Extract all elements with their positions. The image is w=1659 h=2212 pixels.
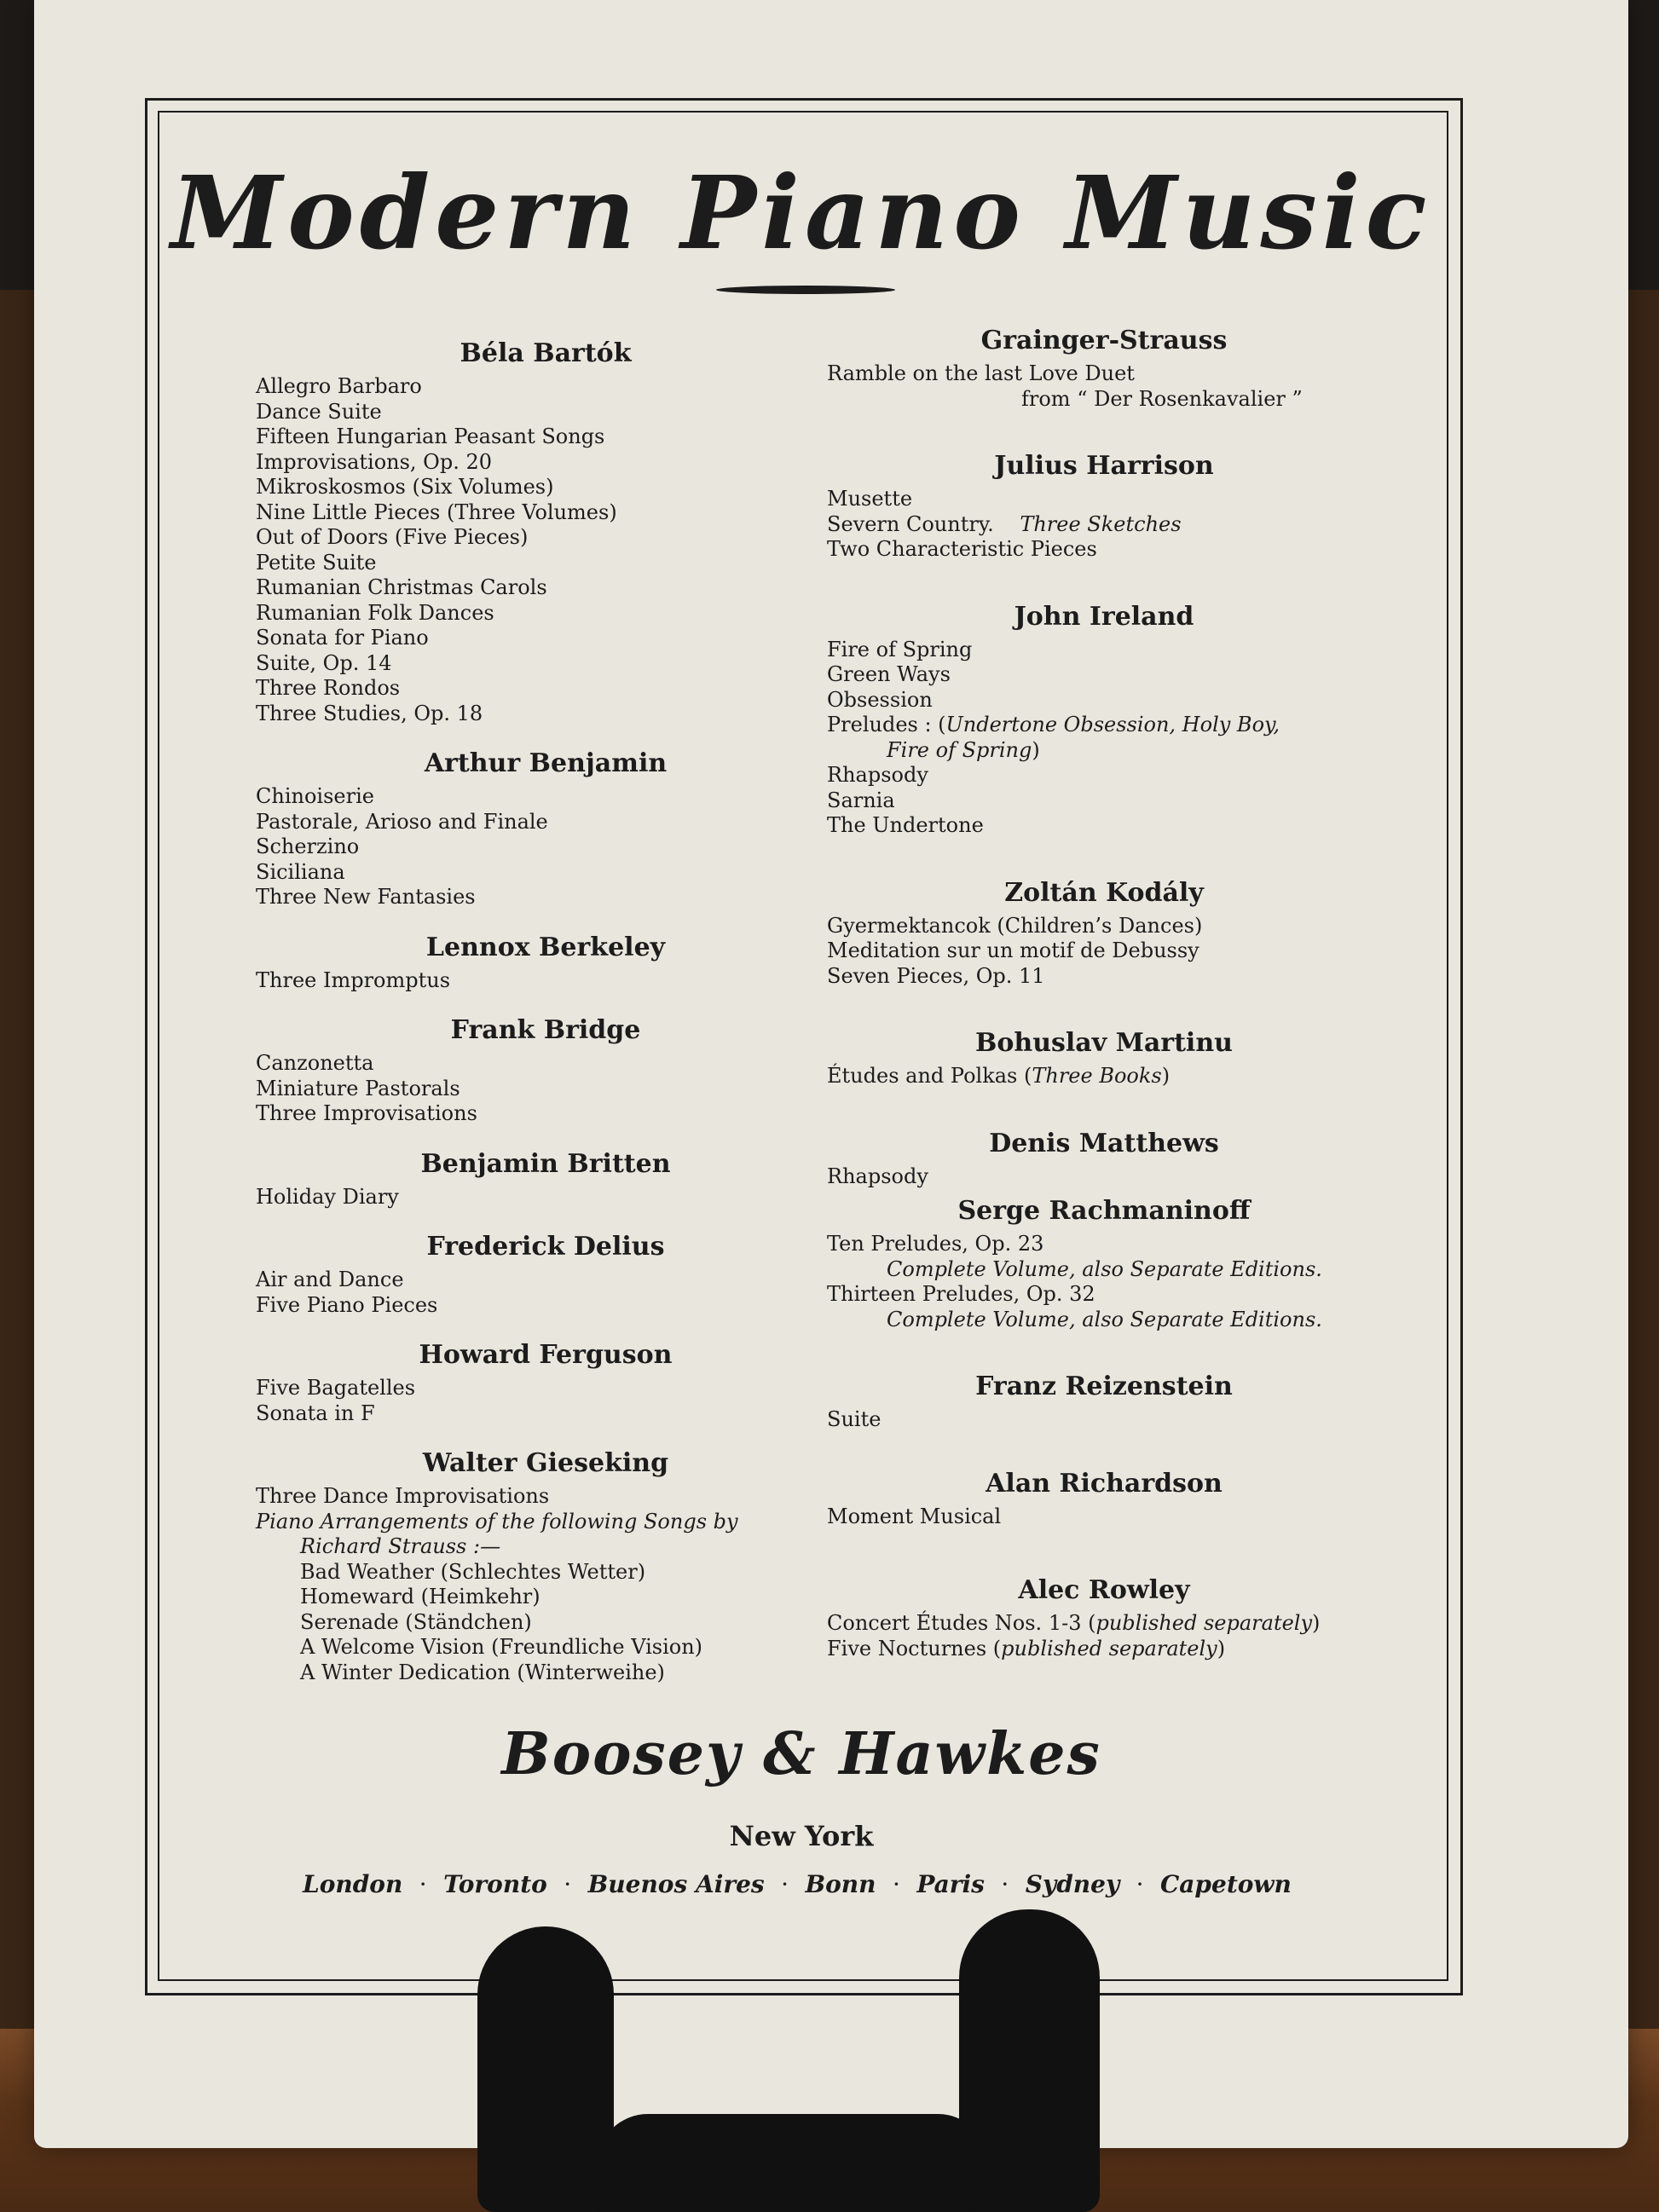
work-title (827, 738, 1381, 764)
composer-name: John Ireland (1014, 601, 1194, 632)
work-title-part: Preludes : ( (827, 713, 946, 736)
work-title: A Winter Dedication (Winterweihe) (300, 1660, 665, 1684)
work-title: Five Bagatelles (256, 1376, 416, 1400)
work-title-part: ) (1032, 737, 1040, 762)
composer-name: Denis Matthews (989, 1128, 1219, 1158)
city-name: Sydney (1025, 1869, 1120, 1898)
composer-section (827, 449, 1381, 563)
work-title: Rumanian Folk Dances (256, 600, 494, 625)
work-title: Rumanian Christmas Carols (256, 575, 547, 599)
work-title: from “ Der Rosenkavalier ” (1021, 386, 1303, 411)
work-title: Dance Suite (256, 399, 382, 424)
work-title-italic: Fire of Spring (887, 737, 1032, 762)
composer-section (827, 1370, 1381, 1433)
composer-name: Bohuslav Martinu (975, 1028, 1233, 1058)
composer-section (256, 1447, 835, 1685)
work-title: Improvisations, Op. 20 (256, 449, 493, 474)
work-title: Scherzino (256, 835, 360, 858)
work-title: Ramble on the last Love Duet (827, 361, 1135, 385)
work-title (256, 1534, 835, 1560)
works-list (827, 1505, 1381, 1530)
composer-name: Alec Rowley (1018, 1575, 1190, 1605)
work-title-italic: Piano Arrangements of the following Songs by (256, 1509, 738, 1533)
work-title: The Undertone (827, 813, 984, 837)
work-title-part: Five Nocturnes ( (827, 1636, 1002, 1660)
work-title: Holiday Diary (256, 1184, 399, 1209)
work-title: Three Impromptus (256, 967, 451, 992)
work-title-italic: published separately (1001, 1636, 1217, 1660)
composer-name: Benjamin Britten (420, 1148, 671, 1179)
work-title: Rhapsody (827, 1164, 928, 1188)
works-list (256, 1051, 835, 1127)
composer-section (827, 1026, 1381, 1089)
work-title: Serenade (Ständchen) (300, 1609, 532, 1634)
work-title: Sarnia (827, 788, 895, 812)
composer-name: Lennox Berkeley (425, 932, 666, 962)
publisher-name: Boosey & Hawkes (501, 1720, 1101, 1788)
work-title: Sonata for Piano (256, 626, 429, 650)
work-title (827, 1064, 1381, 1089)
works-list (256, 968, 835, 994)
composer-name: Frank Bridge (450, 1015, 641, 1045)
work-title: Rhapsody (827, 763, 928, 787)
composer-name: Frederick Delius (426, 1232, 665, 1262)
work-title: Three Improvisations (256, 1101, 477, 1125)
work-title-italic: Richard Strauss :— (300, 1534, 501, 1558)
work-title-italic: Complete Volume, also Separate Editions. (887, 1256, 1322, 1281)
work-title: Fifteen Hungarian Peasant Songs (256, 424, 605, 448)
work-title-italic: Complete Volume, also Separate Editions. (887, 1307, 1322, 1331)
city-name: London (303, 1869, 403, 1898)
work-title: Five Piano Pieces (256, 1292, 438, 1317)
work-title: Moment Musical (827, 1504, 1002, 1528)
work-title: Ten Preludes, Op. 23 (827, 1232, 1044, 1256)
page-title: Modern Piano Music (171, 153, 1432, 272)
work-title-part: ) (1161, 1064, 1171, 1088)
composer-section (256, 1014, 835, 1127)
composer-name: Zoltán Kodály (1004, 877, 1204, 908)
work-title: Three Dance Improvisations (256, 1484, 550, 1508)
work-title: Bad Weather (Schlechtes Wetter) (300, 1559, 646, 1584)
composer-section (256, 337, 835, 726)
work-title: Miniature Pastorals (256, 1076, 460, 1100)
works-list (827, 638, 1381, 839)
work-title-part: Severn Country. (827, 511, 994, 536)
publisher-cities (303, 1858, 1292, 1909)
work-title: Gyermektancok (Children’s Dances) (827, 913, 1203, 938)
composer-name: Franz Reizenstein (975, 1372, 1233, 1401)
works-list (827, 1232, 1381, 1332)
works-list (256, 1185, 835, 1210)
left-column (256, 337, 835, 1685)
composer-section (827, 1194, 1381, 1332)
work-title: Suite (827, 1407, 882, 1431)
composer-name: Béla Bartók (460, 338, 632, 368)
composer-section (256, 931, 835, 994)
works-list (827, 361, 1381, 412)
work-title: Green Ways (827, 662, 951, 686)
work-title-part: ) (1312, 1611, 1321, 1635)
composer-section (827, 324, 1381, 412)
book-stand-left-arm (477, 1926, 614, 2212)
composer-name: Grainger-Strauss (980, 326, 1228, 355)
works-list (256, 1268, 835, 1318)
work-title (827, 1637, 1381, 1662)
works-list (827, 1064, 1381, 1089)
city-name: Capetown (1160, 1869, 1292, 1898)
work-title: Three Rondos (256, 676, 401, 700)
composer-section (256, 1147, 835, 1210)
work-title (256, 1510, 835, 1535)
work-title: Out of Doors (Five Pieces) (256, 525, 529, 549)
work-title: A Welcome Vision (Freundliche Vision) (300, 1635, 703, 1659)
composer-section (256, 747, 835, 910)
work-title-italic: Three Sketches (1020, 511, 1182, 536)
work-title: Three Studies, Op. 18 (256, 701, 483, 725)
composer-section (827, 600, 1381, 839)
composer-section (827, 1127, 1381, 1190)
work-title: Suite, Op. 14 (256, 650, 392, 675)
title-underline (716, 286, 895, 294)
work-title (827, 1257, 1381, 1283)
works-list (827, 1611, 1381, 1661)
works-list (827, 914, 1381, 990)
work-title: Seven Pieces, Op. 11 (827, 963, 1045, 988)
separator-dot: · (1136, 1869, 1144, 1898)
composer-name: Serge Rachmaninoff (957, 1196, 1251, 1226)
work-title: Sonata in F (256, 1401, 375, 1425)
separator-dot: · (892, 1869, 900, 1898)
composer-section (827, 876, 1381, 990)
composer-name: Howard Ferguson (419, 1340, 673, 1370)
composer-name: Arthur Benjamin (424, 748, 668, 778)
separator-dot: · (419, 1869, 427, 1898)
separator-dot: · (781, 1869, 789, 1898)
work-title-part: Études and Polkas ( (827, 1064, 1032, 1088)
city-name: Toronto (443, 1869, 547, 1898)
work-title: Petite Suite (256, 550, 377, 575)
work-title: Nine Little Pieces (Three Volumes) (256, 500, 617, 524)
work-title: Musette (827, 487, 913, 511)
separator-dot: · (564, 1869, 572, 1898)
work-title: Three New Fantasies (256, 885, 476, 909)
publisher-city: New York (729, 1820, 874, 1852)
work-title (827, 713, 1381, 738)
city-name: Paris (916, 1869, 985, 1898)
work-title: Canzonetta (256, 1051, 374, 1075)
work-title: Chinoiserie (256, 784, 374, 808)
work-title (827, 1308, 1381, 1333)
works-list (827, 487, 1381, 563)
work-title: Allegro Barbaro (256, 374, 422, 398)
work-title-italic: Undertone Obsession, Holy Boy, (945, 713, 1280, 736)
work-title: Thirteen Preludes, Op. 32 (827, 1282, 1095, 1306)
work-title: Homeward (Heimkehr) (300, 1585, 540, 1608)
work-title: Meditation sur un motif de Debussy (827, 939, 1199, 962)
work-title: Two Characteristic Pieces (827, 537, 1097, 561)
composer-section (827, 1574, 1381, 1661)
right-column (827, 324, 1381, 1661)
composer-name: Julius Harrison (994, 451, 1214, 481)
city-name: Buenos Aires (587, 1869, 765, 1898)
composer-name: Walter Gieseking (422, 1448, 669, 1478)
composer-name: Alan Richardson (986, 1468, 1223, 1499)
book-stand-base (597, 2114, 989, 2212)
work-title: Obsession (827, 687, 933, 712)
work-title: Mikroskosmos (Six Volumes) (256, 475, 554, 499)
separator-dot: · (1001, 1869, 1009, 1898)
works-list (256, 784, 835, 910)
work-title-part: Concert Études Nos. 1-3 ( (827, 1611, 1096, 1635)
works-list (256, 374, 835, 726)
work-title-italic: Three Books (1032, 1064, 1162, 1088)
work-title-italic: published separately (1095, 1611, 1313, 1635)
work-title-part: ) (1217, 1636, 1226, 1660)
work-title (827, 1611, 1381, 1637)
work-title: Fire of Spring (827, 637, 973, 661)
works-list (827, 1164, 1381, 1190)
composer-section (256, 1230, 835, 1318)
works-list (256, 1484, 835, 1685)
work-title (827, 512, 1381, 538)
composer-section (256, 1338, 835, 1426)
works-list (256, 1376, 835, 1426)
works-list (827, 1407, 1381, 1433)
work-title: Pastorale, Arioso and Finale (256, 809, 548, 834)
book-stand-right-arm (959, 1909, 1100, 2212)
work-title: Siciliana (256, 859, 345, 884)
composer-section (827, 1467, 1381, 1530)
work-title: Air and Dance (256, 1268, 404, 1291)
city-name: Bonn (805, 1869, 876, 1898)
